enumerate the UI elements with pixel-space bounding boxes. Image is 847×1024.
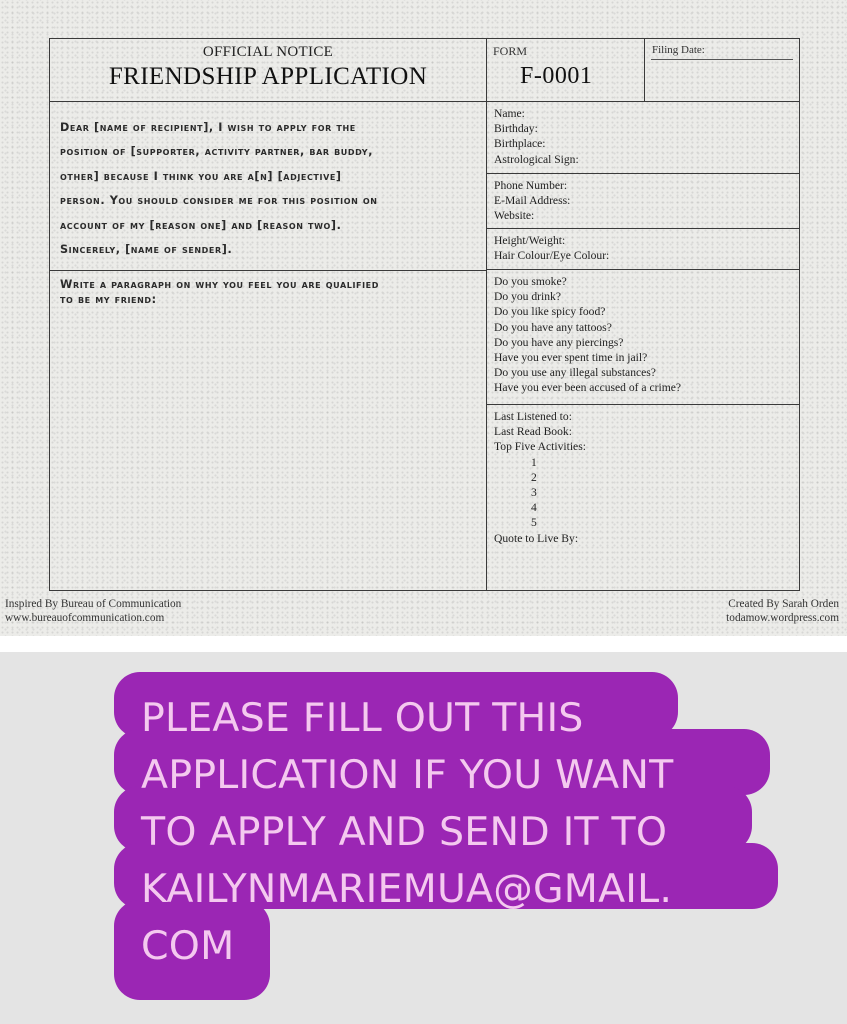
quote-field-label: Quote to Live By: (494, 531, 579, 545)
question-item: Do you like spicy food? (494, 305, 606, 319)
astrological-sign-field-label: Astrological Sign: (494, 152, 579, 166)
activity-number: 4 (531, 501, 537, 515)
activity-number: 5 (531, 516, 537, 530)
footer-inspired-by: Inspired By Bureau of Communication (5, 598, 182, 610)
form-title: FRIENDSHIP APPLICATION (108, 63, 428, 90)
footer-link-right: todamow.wordpress.com (726, 612, 839, 624)
website-field-label: Website: (494, 209, 535, 223)
filing-date-cell (645, 39, 799, 102)
top-five-activities-label: Top Five Activities: (494, 440, 586, 454)
cover-letter (50, 102, 487, 271)
footer-link-left: www.bureauofcommunication.com (5, 612, 165, 624)
form-label: FORM (493, 44, 528, 58)
activity-number: 3 (531, 486, 537, 500)
letter-line: Sincerely, [name of sender]. (60, 243, 233, 257)
filing-date-label: Filing Date: (652, 44, 705, 56)
name-field-label: Name: (494, 107, 525, 120)
letter-line: position of [supporter, activity partner, bar buddy, (60, 145, 374, 159)
divider-strip (0, 636, 847, 652)
filing-date-line (651, 59, 793, 60)
message-line: TO APPLY AND SEND IT TO (141, 809, 668, 855)
hair-eye-colour-field-label: Hair Colour/Eye Colour: (494, 249, 610, 263)
letter-line: person. You should consider me for this position on (60, 194, 378, 208)
question-item: Have you ever been accused of a crime? (494, 381, 682, 395)
questions-section (487, 270, 799, 405)
question-item: Do you use any illegal substances? (494, 366, 656, 380)
qualification-paragraph-box (50, 270, 487, 590)
footer-credit-right (726, 597, 839, 625)
personal-info-section (487, 102, 799, 174)
activity-number: 2 (531, 470, 537, 484)
favorites-section (487, 405, 799, 590)
question-item: Do you have any piercings? (494, 335, 624, 349)
form-number: F-0001 (520, 63, 593, 89)
email-field-label: E-Mail Address: (494, 194, 571, 208)
phone-number-field-label: Phone Number: (494, 179, 568, 192)
message-line: APPLICATION IF YOU WANT (141, 752, 674, 798)
message-line: PLEASE FILL OUT THIS (141, 695, 584, 741)
last-read-book-field-label: Last Read Book: (494, 425, 572, 439)
friendship-application-form (49, 38, 800, 591)
question-item: Have you ever spent time in jail? (494, 351, 648, 365)
physical-info-section (487, 229, 799, 270)
letter-line: account of my [reason one] and [reason two]. (60, 218, 342, 232)
birthplace-field-label: Birthplace: (494, 137, 546, 151)
question-item: Do you have any tattoos? (494, 320, 612, 334)
last-listened-field-label: Last Listened to: (494, 410, 572, 423)
activity-number: 1 (531, 455, 537, 469)
official-notice-label: OFFICIAL NOTICE (202, 44, 334, 60)
contact-info-section (487, 174, 799, 229)
message-line: COM (141, 923, 235, 969)
form-number-cell (487, 39, 645, 102)
birthday-field-label: Birthday: (494, 122, 538, 136)
footer-created-by: Created By Sarah Orden (728, 598, 839, 610)
letter-line: Dear [name of recipient], I wish to apply for the (60, 121, 356, 134)
letter-line: other] because I think you are a[n] [adjective] (60, 169, 342, 183)
form-header-title-cell (50, 39, 487, 102)
message-text (141, 690, 673, 975)
message-line: KAILYNMARIEMUA@GMAIL. (141, 866, 673, 912)
paragraph-prompt-line: to be my friend: (60, 292, 157, 306)
paragraph-prompt-line: Write a paragraph on why you feel you are qualified (60, 278, 379, 291)
footer-credit-left (5, 597, 181, 625)
height-weight-field-label: Height/Weight: (494, 234, 566, 247)
question-item: Do you drink? (494, 290, 561, 304)
question-item: Do you smoke? (494, 275, 567, 288)
